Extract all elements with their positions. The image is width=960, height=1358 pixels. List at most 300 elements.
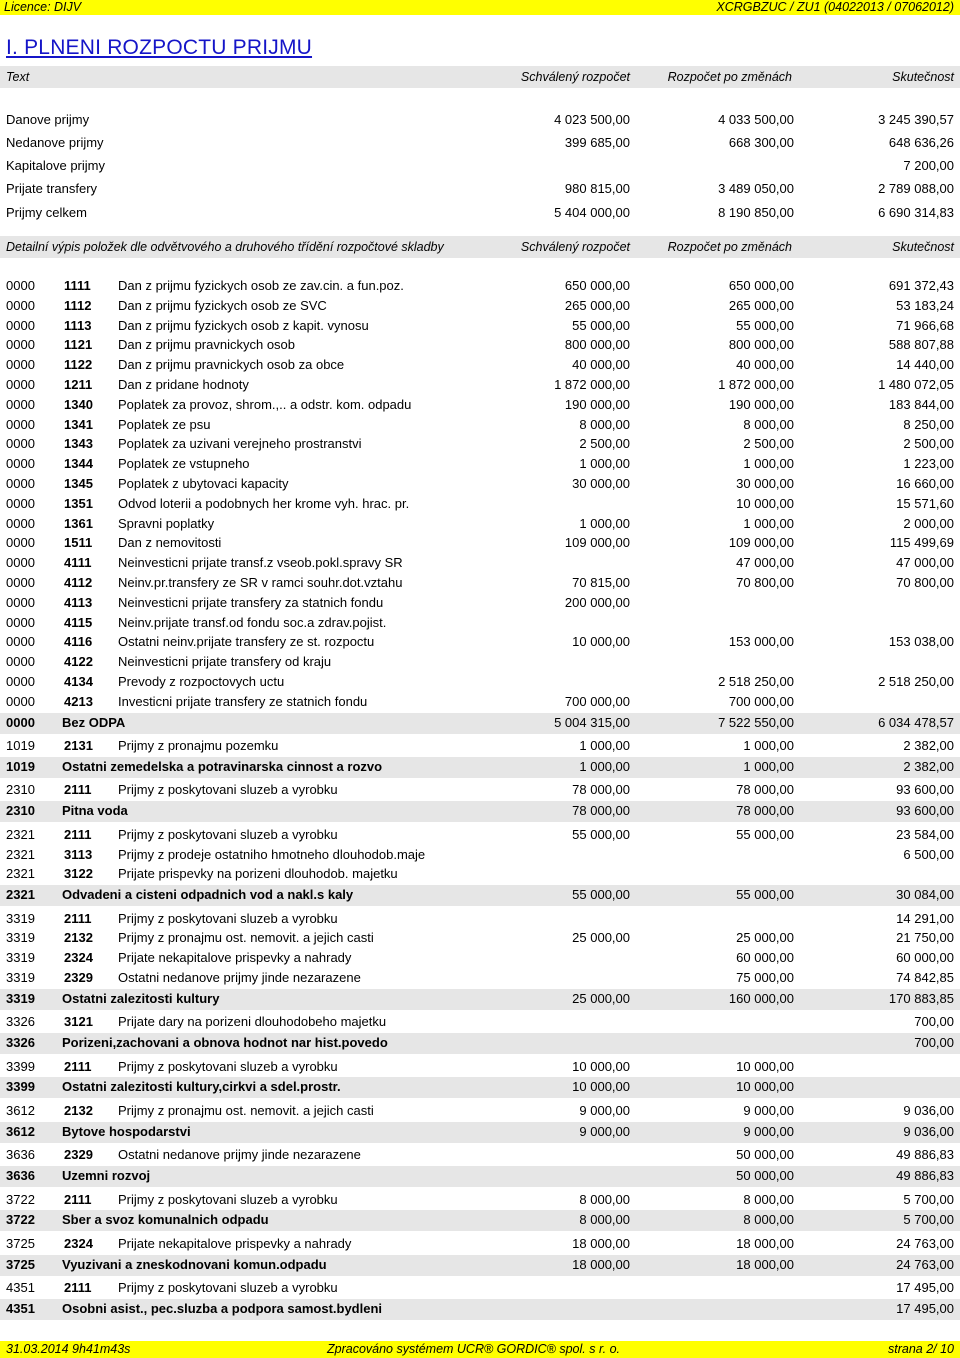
table-row [0,474,960,494]
group-name: Ostatni zalezitosti kultury [62,990,220,1006]
table-row [0,573,960,593]
table-row [0,335,960,355]
actual-value: 23 584,00 [896,826,954,842]
approved-value: 40 000,00 [572,357,630,373]
paragraph-code: 3326 [6,1014,35,1030]
approved-value: 399 685,00 [564,135,630,150]
item-code: 1343 [64,436,93,452]
actual-value: 5 700,00 [903,1212,954,1228]
item-description: Poplatek za uzivani verejneho prostranstvi [118,436,362,452]
paragraph-code: 0000 [6,297,35,313]
group-name: Bez ODPA [62,714,126,730]
modified-value: 4 033 500,00 [718,112,794,127]
actual-value: 1 480 072,05 [878,377,954,392]
item-description: Dan z prijmu fyzickych osob ze zav.cin. a fun.poz. [118,278,404,293]
paragraph-code: 0000 [6,555,35,571]
table-row [0,1190,960,1210]
item-description: Dan z prijmu fyzickych osob ze SVC [118,297,327,313]
detail-header [0,236,960,258]
actual-value: 115 499,69 [889,535,954,551]
actual-value: 21 750,00 [896,930,954,946]
item-description: Dan z prijmu pravnickych osob za obce [118,357,345,373]
actual-value: 14 440,00 [896,357,954,373]
actual-value: 6 500,00 [903,846,954,862]
item-code: 1122 [64,357,93,373]
paragraph-code: 3636 [6,1168,35,1183]
actual-value: 53 183,24 [896,297,954,313]
item-description: Prevody z rozpoctovych uctu [118,674,285,689]
detail-header-modified: Rozpočet po změnách [667,240,792,254]
paragraph-code: 2310 [6,782,35,798]
item-description: Prijmy z pronajmu ost. nemovit. a jejich casti [118,930,374,946]
actual-value: 7 200,00 [903,158,954,173]
summary-label: Danove prijmy [6,112,90,127]
detail-header-approved: Schválený rozpočet [520,240,630,254]
item-description: Spravni poplatky [118,515,215,531]
paragraph-code: 0000 [6,456,35,472]
actual-value: 16 660,00 [896,476,954,491]
actual-value: 5 700,00 [903,1191,954,1207]
modified-value: 1 000,00 [743,515,794,531]
item-code: 2111 [64,1280,92,1296]
paragraph-code: 4351 [6,1280,35,1296]
item-description: Prijmy z poskytovani sluzeb a vyrobku [118,1191,338,1207]
table-row [0,968,960,988]
approved-value: 8 000,00 [579,416,630,432]
paragraph-code: 3612 [6,1102,35,1118]
item-description: Prijmy z poskytovani sluzeb a vyrobku [118,782,338,798]
paragraph-code: 3326 [6,1035,35,1051]
approved-value: 1 872 000,00 [554,377,630,392]
item-description: Prijmy z poskytovani sluzeb a vyrobku [118,910,338,926]
paragraph-code: 3319 [6,950,35,966]
table-row [0,494,960,514]
approved-value: 980 815,00 [564,181,630,196]
item-code: 4134 [64,674,93,689]
paragraph-code: 3399 [6,1079,35,1095]
summary-row [0,110,960,130]
item-description: Ostatni neinv.prijate transfery ze st. rozpoctu [118,634,375,650]
paragraph-code: 3722 [6,1212,35,1228]
modified-value: 650 000,00 [728,278,794,293]
approved-value: 1 000,00 [579,738,630,754]
item-code: 3113 [64,846,93,862]
modified-value: 8 000,00 [743,1212,794,1228]
item-code: 2324 [64,950,93,966]
actual-value: 2 500,00 [903,436,954,452]
paragraph-code: 0000 [6,317,35,333]
modified-value: 668 300,00 [728,135,794,150]
approved-value: 4 023 500,00 [554,112,630,127]
table-row [0,375,960,395]
approved-value: 265 000,00 [564,297,630,313]
item-code: 2132 [64,930,93,946]
summary-header-approved: Schválený rozpočet [520,70,630,84]
table-row [0,613,960,633]
modified-value: 8 190 850,00 [718,205,794,220]
item-description: Odvod loterii a podobnych her krome vyh. hrac. pr. [118,495,410,511]
actual-value: 74 842,85 [896,970,954,985]
table-row [0,355,960,375]
paragraph-code: 2321 [6,846,35,862]
actual-value: 93 600,00 [896,782,954,798]
actual-value: 170 883,85 [888,990,954,1006]
summary-label: Nedanove prijmy [6,135,104,150]
table-row [0,780,960,800]
item-code: 2329 [64,970,93,985]
detail-header-actual: Skutečnost [892,240,954,254]
approved-value: 25 000,00 [572,930,630,946]
item-code: 3121 [64,1014,93,1030]
modified-value: 700 000,00 [728,693,794,709]
modified-value: 50 000,00 [736,1168,794,1183]
modified-value: 1 000,00 [743,738,794,754]
approved-value: 18 000,00 [572,1235,630,1251]
item-code: 4111 [64,555,92,571]
actual-value: 1 223,00 [903,456,954,472]
item-code: 1344 [64,456,93,472]
paragraph-code: 0000 [6,396,35,412]
paragraph-code: 3319 [6,990,35,1006]
actual-value: 70 800,00 [896,575,954,590]
table-row [0,672,960,692]
group-name: Sber a svoz komunalnich odpadu [62,1212,269,1228]
table-row [0,415,960,435]
item-code: 2111 [64,1058,92,1074]
modified-value: 55 000,00 [736,317,794,333]
approved-value: 9 000,00 [579,1102,630,1118]
table-row [0,825,960,845]
table-row [0,593,960,613]
group-total-row [0,757,960,778]
paragraph-code: 0000 [6,416,35,432]
item-description: Prijate dary na porizeni dlouhodobeho majetku [118,1014,387,1030]
modified-value: 70 800,00 [736,575,794,590]
paragraph-code: 2321 [6,887,35,903]
paragraph-code: 0000 [6,515,35,531]
summary-row [0,133,960,153]
item-code: 2111 [64,910,92,926]
group-name: Osobni asist., pec.sluzba a podpora samost.bydleni [62,1300,383,1316]
actual-value: 183 844,00 [888,396,954,412]
group-name: Porizeni,zachovani a obnova hodnot nar hist.povedo [62,1035,388,1051]
paragraph-code: 3319 [6,970,35,985]
item-code: 1345 [64,476,93,491]
table-row [0,1101,960,1121]
approved-value: 1 000,00 [579,456,630,472]
paragraph-code: 0000 [6,436,35,452]
item-description: Prijate nekapitalove prispevky a nahrady [118,1235,352,1251]
actual-value: 2 382,00 [903,738,954,754]
approved-value: 190 000,00 [564,396,630,412]
paragraph-code: 0000 [6,634,35,650]
group-name: Vyuzivani a zneskodnovani komun.odpadu [62,1256,327,1272]
approved-value: 5 404 000,00 [554,205,630,220]
item-code: 1511 [64,535,93,551]
group-total-row [0,1166,960,1187]
paragraph-code: 2321 [6,866,35,882]
actual-value: 8 250,00 [903,416,954,432]
approved-value: 55 000,00 [572,826,630,842]
actual-value: 6 690 314,83 [878,205,954,220]
modified-value: 55 000,00 [736,887,794,903]
group-total-row [0,885,960,906]
table-row [0,652,960,672]
table-row [0,864,960,884]
actual-value: 17 495,00 [896,1300,954,1316]
table-row [0,533,960,553]
table-row [0,514,960,534]
paragraph-code: 0000 [6,654,35,670]
summary-label: Prijate transfery [6,181,98,196]
summary-label: Kapitalove prijmy [6,158,105,173]
group-name: Ostatni zemedelska a potravinarska cinnost a rozvo [62,758,383,774]
group-total-row [0,1255,960,1276]
item-description: Poplatek za provoz, shrom.,.. a odstr. kom. odpadu [118,396,412,412]
modified-value: 40 000,00 [736,357,794,373]
table-row [0,909,960,929]
approved-value: 109 000,00 [564,535,630,551]
actual-value: 47 000,00 [896,555,954,571]
paragraph-code: 0000 [6,575,35,590]
table-row [0,1234,960,1254]
group-total-row [0,1077,960,1098]
item-code: 2324 [64,1235,93,1251]
paragraph-code: 0000 [6,614,35,630]
paragraph-code: 0000 [6,714,35,730]
footer-page: strana 2/ 10 [887,1342,954,1356]
item-description: Ostatni nedanove prijmy jinde nezarazene [118,970,361,985]
item-description: Dan z prijmu fyzickych osob z kapit. vynosu [118,317,369,333]
actual-value: 648 636,26 [888,135,954,150]
modified-value: 800 000,00 [728,337,794,353]
item-description: Prijmy z poskytovani sluzeb a vyrobku [118,1280,338,1296]
modified-value: 78 000,00 [736,782,794,798]
modified-value: 265 000,00 [728,297,794,313]
item-description: Prijmy z pronajmu ost. nemovit. a jejich casti [118,1102,374,1118]
item-description: Prijmy z poskytovani sluzeb a vyrobku [118,1058,338,1074]
table-row [0,1278,960,1298]
modified-value: 8 000,00 [743,1191,794,1207]
item-code: 4122 [64,654,93,670]
approved-value: 650 000,00 [564,278,630,293]
item-description: Neinvesticni prijate transfery od kraju [118,654,332,670]
table-row [0,316,960,336]
paragraph-code: 0000 [6,535,35,551]
item-description: Poplatek z ubytovaci kapacity [118,476,289,491]
paragraph-code: 3612 [6,1123,35,1139]
item-code: 2111 [64,826,92,842]
modified-value: 55 000,00 [736,826,794,842]
paragraph-code: 2321 [6,826,35,842]
approved-value: 78 000,00 [572,782,630,798]
actual-value: 30 084,00 [896,887,954,903]
paragraph-code: 3319 [6,930,35,946]
modified-value: 10 000,00 [736,495,794,511]
paragraph-code: 3636 [6,1147,35,1163]
table-row [0,434,960,454]
item-description: Neinvesticni prijate transf.z vseob.pokl.spravy SR [118,555,403,571]
actual-value: 24 763,00 [896,1256,954,1272]
licence-label: Licence: DIJV [4,0,82,14]
modified-value: 160 000,00 [728,990,794,1006]
actual-value: 17 495,00 [896,1280,954,1296]
modified-value: 3 489 050,00 [718,181,794,196]
approved-value: 55 000,00 [572,317,630,333]
table-row [0,845,960,865]
modified-value: 7 522 550,00 [718,714,794,730]
item-description: Neinvesticni prijate transfery za statnich fondu [118,594,384,610]
item-description: Dan z prijmu pravnickych osob [118,337,296,353]
actual-value: 588 807,88 [888,337,954,353]
summary-header-actual: Skutečnost [892,70,954,84]
item-description: Prijmy z poskytovani sluzeb a vyrobku [118,826,338,842]
approved-value: 9 000,00 [579,1123,630,1139]
item-description: Dan z pridane hodnoty [118,377,249,392]
item-description: Prijmy z pronajmu pozemku [118,738,279,754]
item-description: Neinv.pr.transfery ze SR v ramci souhr.dot.vztahu [118,575,403,590]
table-row [0,395,960,415]
paragraph-code: 3722 [6,1191,35,1207]
actual-value: 691 372,43 [888,278,954,293]
item-description: Prijate prispevky na porizeni dlouhodob. majetku [118,866,398,882]
item-code: 1341 [64,416,93,432]
approved-value: 200 000,00 [564,594,630,610]
paragraph-code: 0000 [6,693,35,709]
modified-value: 10 000,00 [736,1058,794,1074]
group-total-row [0,713,960,734]
group-total-row [0,1299,960,1320]
table-row [0,736,960,756]
table-row [0,632,960,652]
group-total-row [0,989,960,1010]
paragraph-code: 1019 [6,758,35,774]
paragraph-code: 0000 [6,377,35,392]
modified-value: 1 872 000,00 [718,377,794,392]
modified-value: 9 000,00 [743,1102,794,1118]
item-description: Prijate nekapitalove prispevky a nahrady [118,950,352,966]
table-row [0,948,960,968]
modified-value: 2 518 250,00 [718,674,794,689]
footer-system: Zpracováno systémem UCR® GORDIC® spol. s r. o. [327,1342,621,1356]
table-row [0,276,960,296]
item-code: 4113 [64,594,93,610]
paragraph-code: 2310 [6,803,35,819]
footer-bar [0,1341,960,1358]
actual-value: 24 763,00 [896,1235,954,1251]
item-code: 2329 [64,1147,93,1163]
actual-value: 700,00 [914,1014,954,1030]
actual-value: 60 000,00 [896,950,954,966]
modified-value: 25 000,00 [736,930,794,946]
approved-value: 10 000,00 [572,1058,630,1074]
item-code: 4213 [64,693,93,709]
paragraph-code: 3725 [6,1235,35,1251]
top-info-bar [0,0,960,15]
actual-value: 700,00 [914,1035,954,1051]
actual-value: 2 382,00 [903,758,954,774]
item-code: 1113 [64,317,92,333]
actual-value: 3 245 390,57 [878,112,954,127]
item-code: 3122 [64,866,93,882]
actual-value: 2 518 250,00 [878,674,954,689]
item-code: 1351 [64,495,93,511]
modified-value: 8 000,00 [743,416,794,432]
report-id: XCRGBZUC / ZU1 (04022013 / 07062012) [716,0,954,14]
modified-value: 75 000,00 [736,970,794,985]
actual-value: 49 886,83 [896,1147,954,1163]
group-total-row [0,1210,960,1231]
approved-value: 8 000,00 [579,1191,630,1207]
item-code: 4116 [64,634,93,650]
modified-value: 18 000,00 [736,1256,794,1272]
paragraph-code: 0000 [6,337,35,353]
modified-value: 109 000,00 [728,535,794,551]
modified-value: 2 500,00 [743,436,794,452]
paragraph-code: 0000 [6,278,35,293]
summary-row [0,179,960,199]
item-description: Dan z nemovitosti [118,535,222,551]
group-name: Pitna voda [62,803,128,819]
item-description: Ostatni nedanove prijmy jinde nezarazene [118,1147,361,1163]
table-row [0,928,960,948]
modified-value: 78 000,00 [736,803,794,819]
approved-value: 10 000,00 [572,1079,630,1095]
approved-value: 8 000,00 [579,1212,630,1228]
item-description: Poplatek ze psu [118,416,211,432]
group-name: Bytove hospodarstvi [62,1123,191,1139]
paragraph-code: 4351 [6,1300,35,1316]
actual-value: 9 036,00 [903,1123,954,1139]
item-code: 2132 [64,1102,93,1118]
item-description: Poplatek ze vstupneho [118,456,250,472]
item-code: 1340 [64,396,93,412]
actual-value: 93 600,00 [896,803,954,819]
approved-value: 78 000,00 [572,803,630,819]
actual-value: 14 291,00 [896,910,954,926]
item-code: 1111 [64,278,91,293]
modified-value: 47 000,00 [736,555,794,571]
actual-value: 2 789 088,00 [878,181,954,196]
summary-header [0,66,960,88]
actual-value: 6 034 478,57 [878,714,954,730]
paragraph-code: 3319 [6,910,35,926]
item-code: 1112 [64,297,92,313]
actual-value: 9 036,00 [903,1102,954,1118]
group-total-row [0,801,960,822]
paragraph-code: 0000 [6,495,35,511]
summary-row [0,156,960,176]
table-row [0,296,960,316]
approved-value: 1 000,00 [579,758,630,774]
actual-value: 2 000,00 [903,515,954,531]
paragraph-code: 0000 [6,476,35,491]
paragraph-code: 0000 [6,594,35,610]
modified-value: 1 000,00 [743,758,794,774]
item-code: 1121 [64,337,93,353]
footer-timestamp: 31.03.2014 9h41m43s [6,1342,131,1356]
table-row [0,1012,960,1032]
approved-value: 55 000,00 [572,887,630,903]
group-name: Uzemni rozvoj [62,1168,151,1183]
summary-header-modified: Rozpočet po změnách [667,70,792,84]
actual-value: 71 966,68 [896,317,954,333]
approved-value: 25 000,00 [572,990,630,1006]
approved-value: 1 000,00 [579,515,630,531]
paragraph-code: 0000 [6,357,35,373]
paragraph-code: 3399 [6,1058,35,1074]
approved-value: 700 000,00 [564,693,630,709]
